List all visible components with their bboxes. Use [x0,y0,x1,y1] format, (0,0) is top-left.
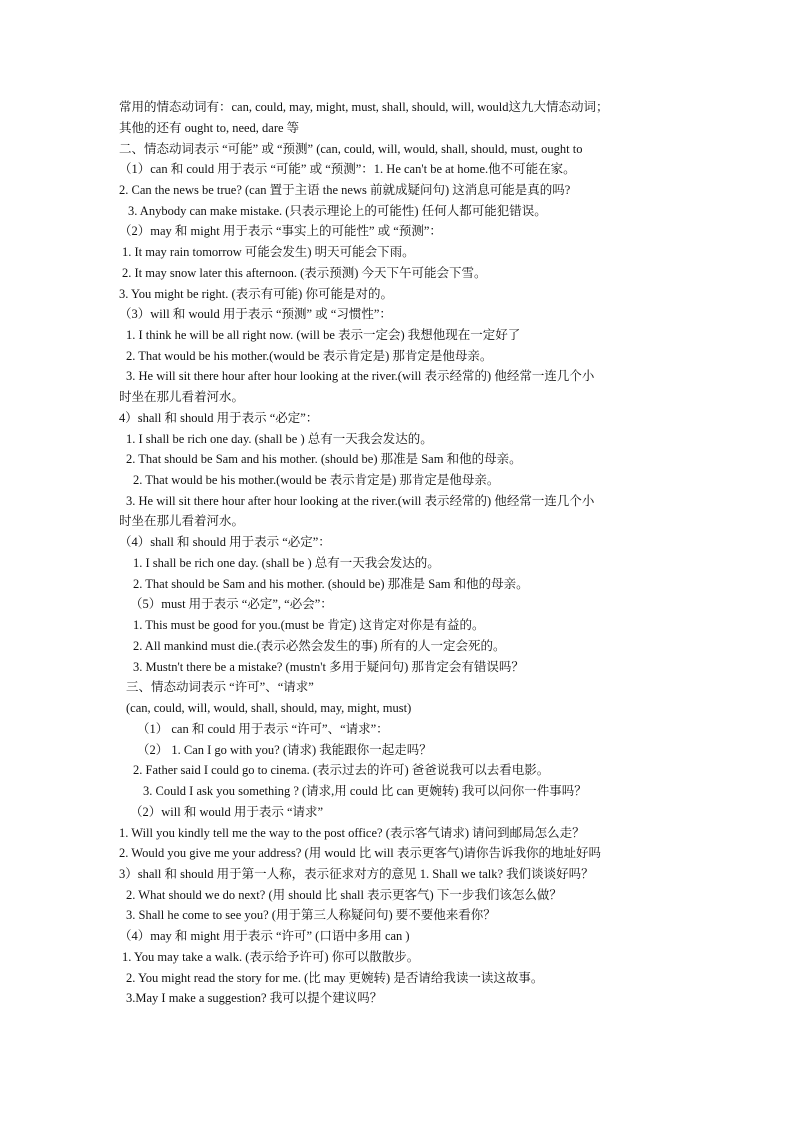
text-line-intro: 常用的情态动词有：can, could, may, might, must, shall, should, will, would这九大情态动词； [119,100,609,114]
text-line: 2. It may snow later this afternoon. (表示预测) 今天下午可能会下雪。 [122,266,487,280]
text-line: 1. You may take a walk. (表示给予许可) 你可以散散步。 [122,950,420,964]
text-line: 时坐在那儿看着河水。 [119,514,245,528]
text-line: 1. This must be good for you.(must be 肯定) 这肯定对你是有益的。 [133,618,485,632]
text-line: 2. That would be his mother.(would be 表示肯定是) 那肯定是他母亲。 [133,473,500,487]
subheading-will-would: （3）will 和 would 用于表示 “预测” 或 “习惯性”： [119,307,392,321]
subheading-will-would-request: （2）will 和 would 用于表示 “请求” [130,805,324,819]
text-line: 2. Can the news be true? (can 置于主语 the news 前就成疑问句) 这消息可能是真的吗? [119,183,571,197]
subheading-can-could-permission: （1） can 和 could 用于表示 “许可”、“请求”： [137,722,389,736]
subheading-shall-should-request: 3）shall 和 should 用于第一人称，表示征求对方的意见 1. Shall we talk? 我们谈谈好吗？ [119,867,594,881]
text-line: 3. He will sit there hour after hour looking at the river.(will 表示经常的) 他经常一连几个小 [126,494,595,508]
text-line: 2. What should we do next? (用 should 比 shall 表示更客气) 下一步我们该怎么做？ [126,888,562,902]
section-heading-permission: 三、情态动词表示 “许可”、“请求” [126,680,314,694]
text-line: (can, could, will, would, shall, should, may, might, must) [126,701,412,715]
text-line: 1. I shall be rich one day. (shall be ) 总有一天我会发达的。 [126,432,433,446]
text-line: 2. You might read the story for me. (比 may 更婉转) 是否请给我读一读这故事。 [126,971,544,985]
text-line: 2. That should be Sam and his mother. (should be) 那准是 Sam 和他的母亲。 [126,452,522,466]
text-line: 3. You might be right. (表示有可能) 你可能是对的。 [119,287,393,301]
text-line: 2. Father said I could go to cinema. (表示过去的许可) 爸爸说我可以去看电影。 [133,763,550,777]
text-line: （2） 1. Can I go with you? (请求) 我能跟你一起走吗？ [137,743,432,757]
subheading-shall-should-2: （4）shall 和 should 用于表示 “必定”： [119,535,331,549]
subheading-shall-should: 4）shall 和 should 用于表示 “必定”： [119,411,319,425]
text-line: 3. Mustn't there be a mistake? (mustn't 多用于疑问句) 那肯定会有错误吗？ [133,660,524,674]
text-line: 时坐在那儿看着河水。 [119,390,245,404]
text-line: 2. That would be his mother.(would be 表示肯定是) 那肯定是他母亲。 [126,349,493,363]
text-line: 3. Could I ask you something ? (请求,用 could 比 can 更婉转) 我可以问你一件事吗？ [143,784,587,798]
text-line: 1. Will you kindly tell me the way to the post office? (表示客气请求) 请问到邮局怎么走？ [119,826,585,840]
text-line: 3.May I make a suggestion? 我可以提个建议吗？ [126,991,383,1005]
text-line: 3. Shall he come to see you? (用于第三人称疑问句) 要不要他来看你？ [126,908,496,922]
subheading-may-might-permission: （4）may 和 might 用于表示 “许可” (口语中多用 can ) [119,929,410,943]
section-heading-possibility: 二、情态动词表示 “可能” 或 “预测” (can, could, will, would, shall, should, must, ought to [119,142,583,156]
text-line: 2. That should be Sam and his mother. (should be) 那准是 Sam 和他的母亲。 [133,577,529,591]
subheading-may-might: （2）may 和 might 用于表示 “事实上的可能性” 或 “预测”： [119,224,442,238]
subheading-must: （5）must 用于表示 “必定”, “必会”： [130,597,333,611]
text-line: 1. I think he will be all right now. (will be 表示一定会) 我想他现在一定好了 [126,328,521,342]
text-line: 3. Anybody can make mistake. (只表示理论上的可能性) 任何人都可能犯错误。 [128,204,547,218]
text-line: 2. All mankind must die.(表示必然会发生的事) 所有的人一定会死的。 [133,639,506,653]
text-line: 2. Would you give me your address? (用 would 比 will 表示更客气)请你告诉我你的地址好吗 [119,846,602,860]
text-line: 3. He will sit there hour after hour looking at the river.(will 表示经常的) 他经常一连几个小 [126,369,595,383]
text-line: 1. It may rain tomorrow 可能会发生) 明天可能会下雨。 [122,245,415,259]
text-line-intro-cont: 其他的还有 ought to, need, dare 等 [119,121,300,135]
text-line: 1. I shall be rich one day. (shall be ) 总有一天我会发达的。 [133,556,440,570]
subheading-can-could: （1）can 和 could 用于表示 “可能” 或 “预测”：1. He can't be at home.他不可能在家。 [119,162,576,176]
